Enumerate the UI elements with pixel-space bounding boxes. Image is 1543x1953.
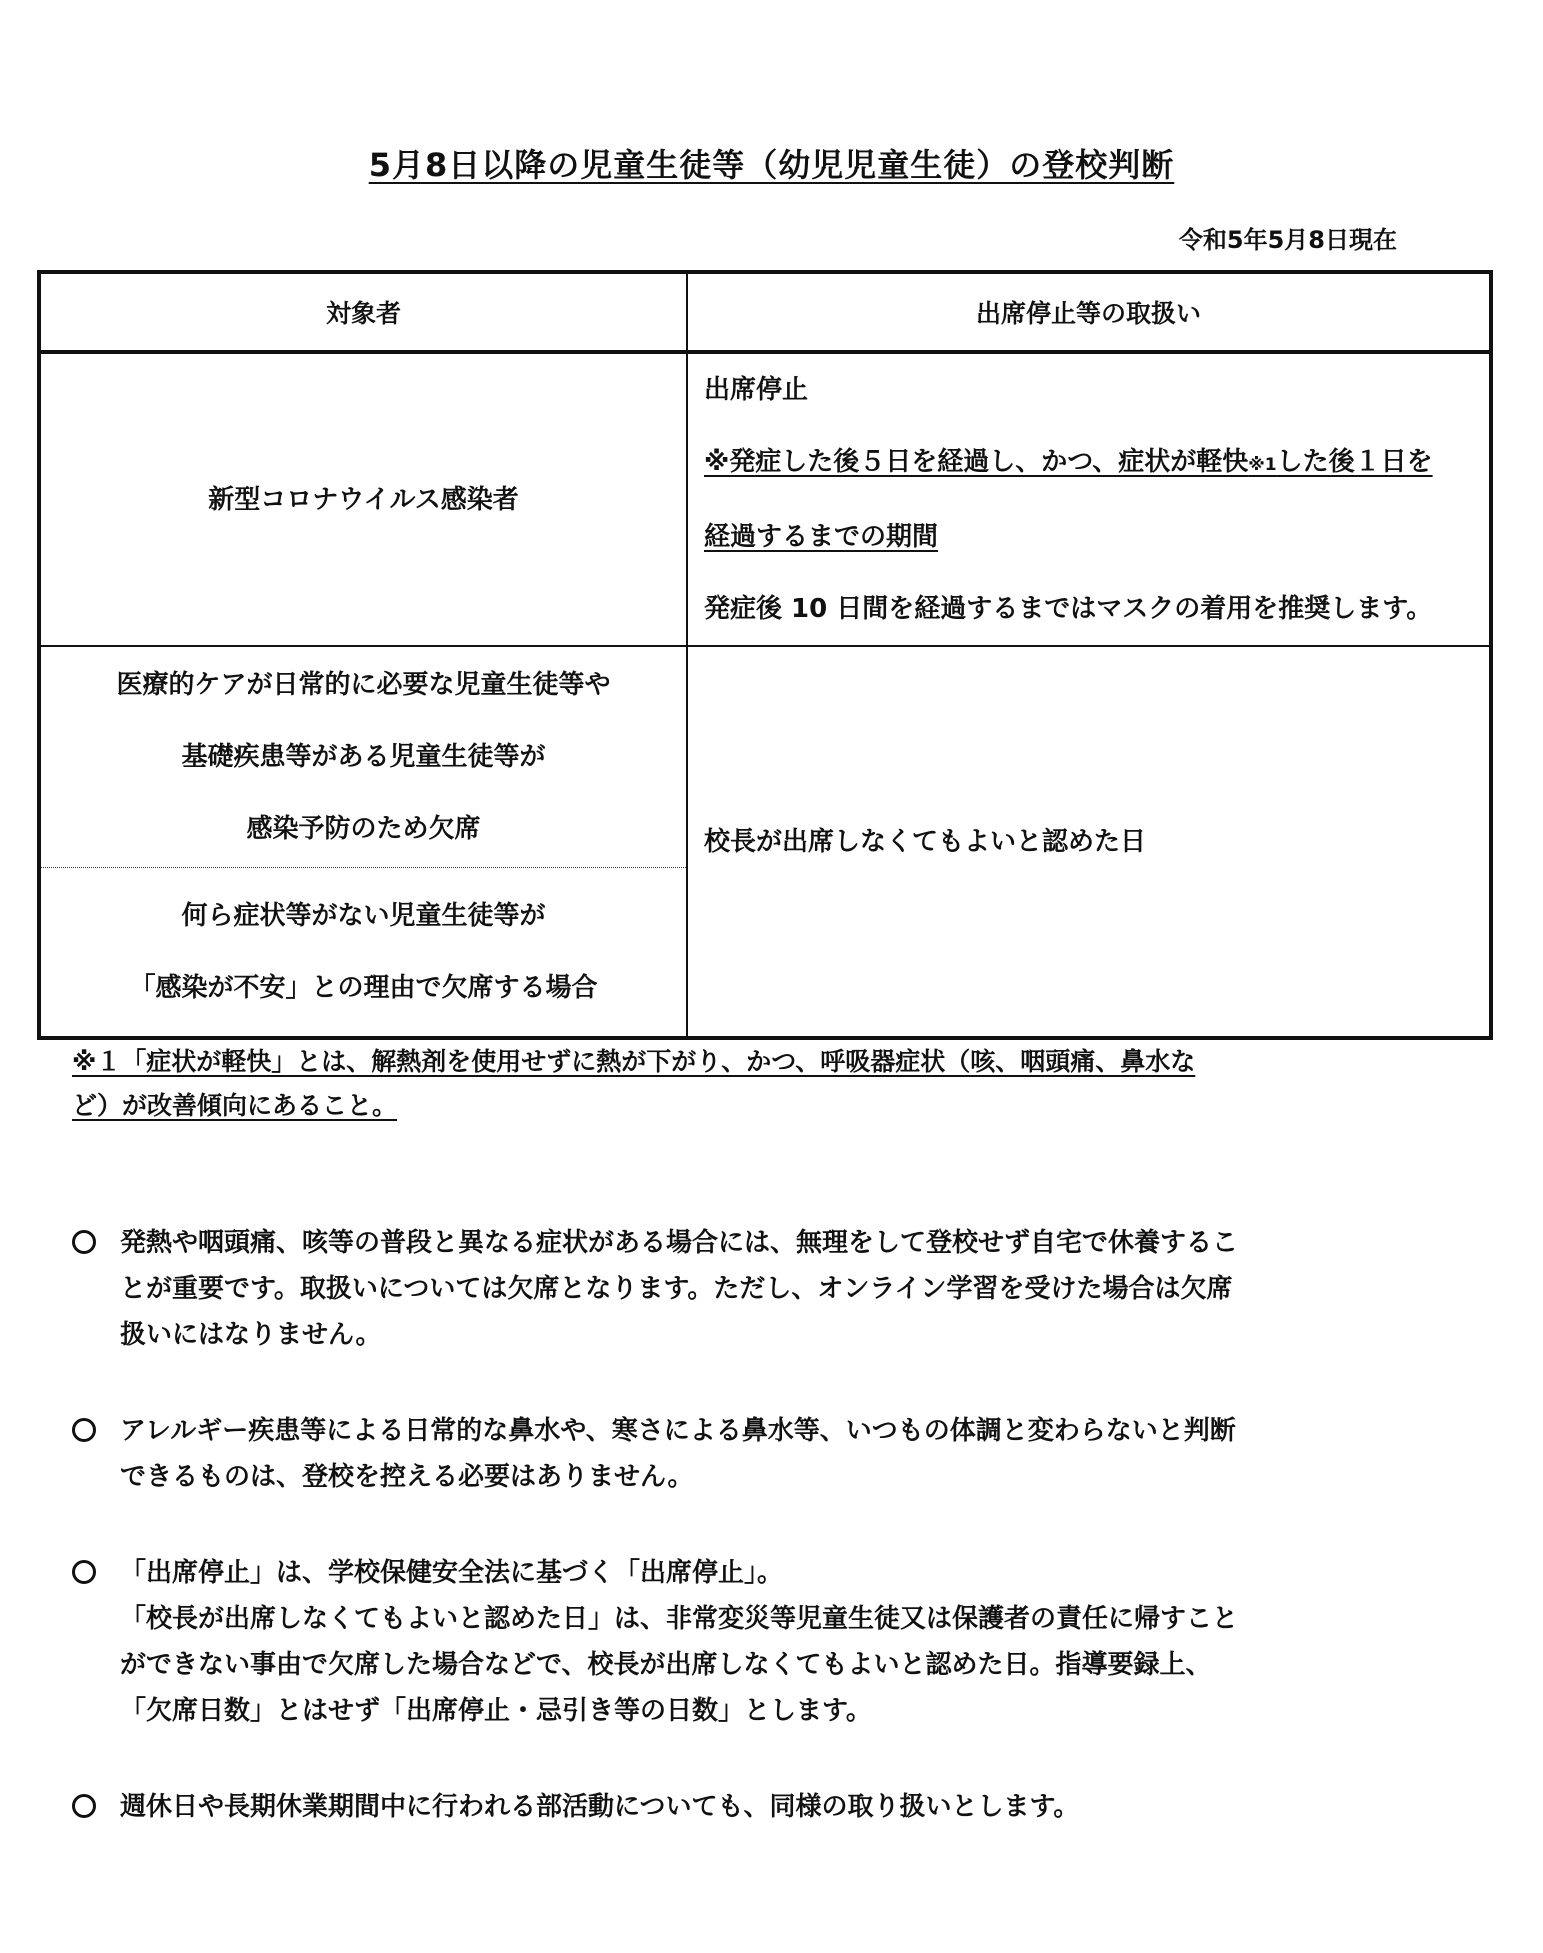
bullet-1-line-2: とが重要です。取扱いについては欠席となります。ただし、オンライン学習を受けた場合は欠席 xyxy=(120,1274,1233,1304)
table-row-covid xyxy=(39,352,1491,646)
header-handling: 出席停止等の取扱い xyxy=(687,272,1491,352)
bullet-3-line-1: 「出席停止」は、学校保健安全法に基づく「出席停止」。 xyxy=(120,1558,784,1588)
notes-list xyxy=(72,1220,1412,1880)
covid-subject-cell xyxy=(39,352,687,646)
document-date: 令和5年5月8日現在 xyxy=(1178,226,1397,254)
circle-bullet-icon xyxy=(72,1560,96,1584)
bullet-3-line-2: 「校長が出席しなくてもよいと認めた日」は、非常変災等児童生徒又は保護者の責任に帰すこと xyxy=(120,1604,1239,1634)
covid-line-4: 発症後 10 日間を経過するまではマスクの着用を推奨します。 xyxy=(704,594,1433,624)
document-title xyxy=(0,140,1543,186)
header-subject: 対象者 xyxy=(39,272,687,352)
medical-line-2: 基礎疾患等がある児童生徒等が xyxy=(181,742,546,772)
anxiety-subject-cell xyxy=(39,868,687,1039)
anxiety-line-2: 「感染が不安」との理由で欠席する場合 xyxy=(129,973,598,1003)
bullet-3-line-3: ができない事由で欠席した場合などで、校長が出席しなくてもよいと認めた日。指導要録上、 xyxy=(120,1650,1212,1680)
list-item xyxy=(72,1408,1412,1500)
covid-line-2 xyxy=(704,426,1489,501)
circle-bullet-icon xyxy=(72,1230,96,1254)
table-row-medical xyxy=(39,646,1491,868)
covid-line-3: 経過するまでの期間 xyxy=(704,522,939,552)
covid-subject: 新型コロナウイルス感染者 xyxy=(208,484,519,515)
bullet-2-line-2: できるものは、登校を控える必要はありません。 xyxy=(120,1462,694,1492)
attendance-table xyxy=(37,270,1493,1040)
bullet-1-line-3: 扱いにはなりません。 xyxy=(120,1320,382,1350)
document-title-text: 5月8日以降の児童生徒等（幼児児童生徒）の登校判断 xyxy=(368,146,1175,184)
covid-line-2a: ※発症した後５日を経過し、かつ、症状が軽快 xyxy=(704,447,1249,477)
covid-line-1: 出席停止 xyxy=(704,375,809,405)
bullet-4-line-1: 週休日や長期休業期間中に行われる部活動についても、同様の取り扱いとします。 xyxy=(120,1792,1080,1822)
bullet-3-line-4: 「欠席日数」とはせず「出席停止・忌引き等の日数」とします。 xyxy=(120,1696,872,1726)
list-item xyxy=(72,1220,1412,1358)
principal-handling-cell xyxy=(687,646,1491,1038)
covid-handling-cell xyxy=(687,352,1491,646)
covid-footnote-ref: ※1 xyxy=(1248,455,1277,475)
list-item xyxy=(72,1550,1412,1734)
circle-bullet-icon xyxy=(72,1418,96,1442)
medical-line-3: 感染予防のため欠席 xyxy=(246,814,481,844)
medical-line-1: 医療的ケアが日常的に必要な児童生徒等や xyxy=(116,670,611,700)
bullet-1-line-1: 発熱や咽頭痛、咳等の普段と異なる症状がある場合には、無理をして登校せず自宅で休養するこ xyxy=(120,1228,1239,1258)
footnote xyxy=(72,1040,1402,1128)
bullet-2-line-1: アレルギー疾患等による日常的な鼻水や、寒さによる鼻水等、いつもの体調と変わらないと判断 xyxy=(120,1416,1236,1446)
list-item xyxy=(72,1784,1412,1830)
principal-text: 校長が出席しなくてもよいと認めた日 xyxy=(704,826,1147,857)
covid-line-2b: した後１日を xyxy=(1276,447,1433,477)
footnote-line-1: ※１「症状が軽快」とは、解熱剤を使用せずに熱が下がり、かつ、呼吸器症状（咳、咽頭痛、鼻水な xyxy=(72,1047,1196,1076)
circle-bullet-icon xyxy=(72,1794,96,1818)
anxiety-line-1: 何ら症状等がない児童生徒等が xyxy=(181,901,546,931)
medical-subject-cell xyxy=(39,646,687,868)
table-header-row xyxy=(39,272,1491,352)
footnote-line-2: ど）が改善傾向にあること。 xyxy=(72,1091,398,1120)
